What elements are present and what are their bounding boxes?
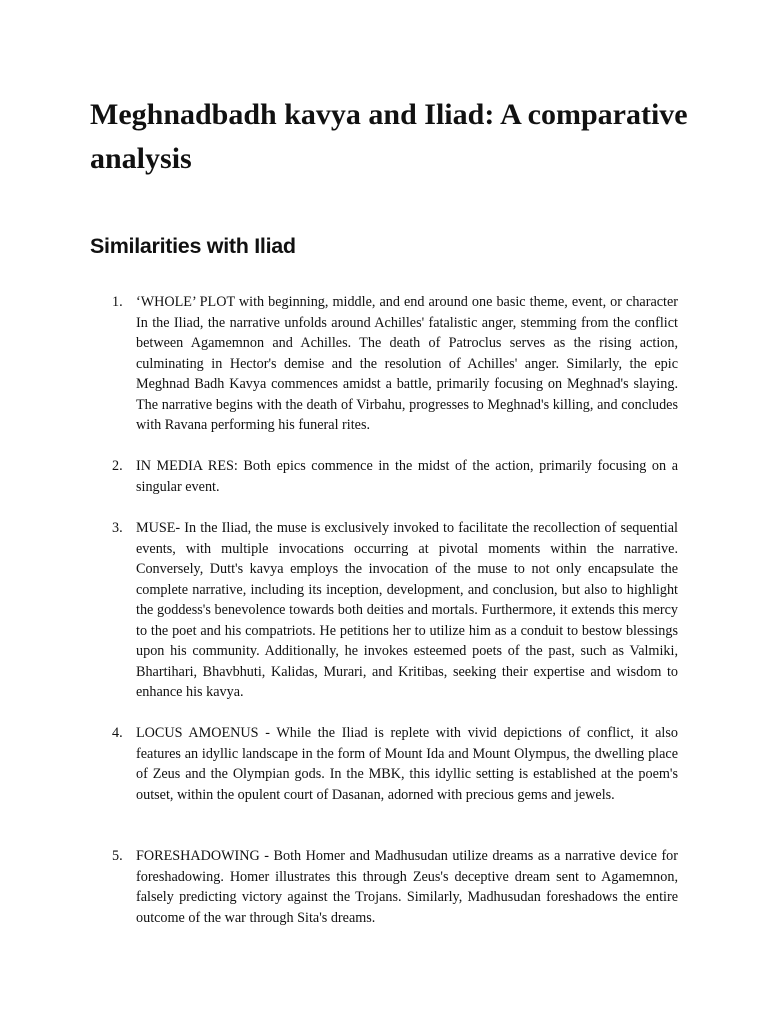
list-item-number: 3. (112, 520, 123, 536)
list-item-text: ‘WHOLE’ PLOT with beginning, middle, and end around one basic theme, event, or character In the Iliad, the narrative unfolds around Achilles' fatalistic anger, stemming from the conflict between Agamemnon and Achilles. The death of Patroclus serves as the rising action, culminating in Hector's demise and the resolution of Achilles' anger. Similarly, the epic Meghnad Badh Kavya commences amidst a battle, primarily focusing on Meghnad's slaying. The narrative begins with the death of Virbahu, progresses to Meghnad's killing, and concludes with Ravana performing his funeral rites. (136, 294, 678, 433)
list-item-text: MUSE- In the Iliad, the muse is exclusively invoked to facilitate the recollection of sequential events, with multiple invocations occurring at pivotal moments within the narrative. Conversely, Dutt's kavya employs the invocation of the muse to not only encapsulate the complete narrative, including its inception, development, and conclusion, but also to highlight the goddess's benevolence towards both deities and mortals. Furthermore, it extends this mercy to the poet and his compatriots. He petitions her to utilize him as a conduit to bestow blessings upon his community. Additionally, he invokes esteemed poets of the past, such as Valmiki, Bhartihari, Bhavbhuti, Kalidas, Murari, and Kritibas, seeking their expertise and wisdom to enhance his kavya. (136, 520, 678, 700)
list-item-number: 2. (112, 458, 123, 474)
section-heading: Similarities with Iliad (90, 234, 296, 258)
document-title: Meghnadbadh kavya and Iliad: A comparative analysis (90, 98, 688, 175)
list-item-text: FORESHADOWING - Both Homer and Madhusudan utilize dreams as a narrative device for foreshadowing. Homer illustrates this through Zeus's deceptive dream sent to Agamemnon, falsely predicting victory against the Trojans. Similarly, Madhusudan foreshadows the entire outcome of the war through Sita's dreams. (136, 848, 678, 926)
list-item-text: IN MEDIA RES: Both epics commence in the midst of the action, primarily focusing on a singular event. (136, 458, 678, 495)
list-item-number: 1. (112, 294, 123, 310)
list-item-number: 4. (112, 725, 123, 741)
list-item-text: LOCUS AMOENUS - While the Iliad is replete with vivid depictions of conflict, it also features an idyllic landscape in the form of Mount Ida and Mount Olympus, the dwelling place of Zeus and the Olympian gods. In the MBK, this idyllic setting is established at the poem's outset, within the opulent court of Dasanan, adorned with precious gems and jewels. (136, 725, 678, 803)
list-item-number: 5. (112, 848, 123, 864)
